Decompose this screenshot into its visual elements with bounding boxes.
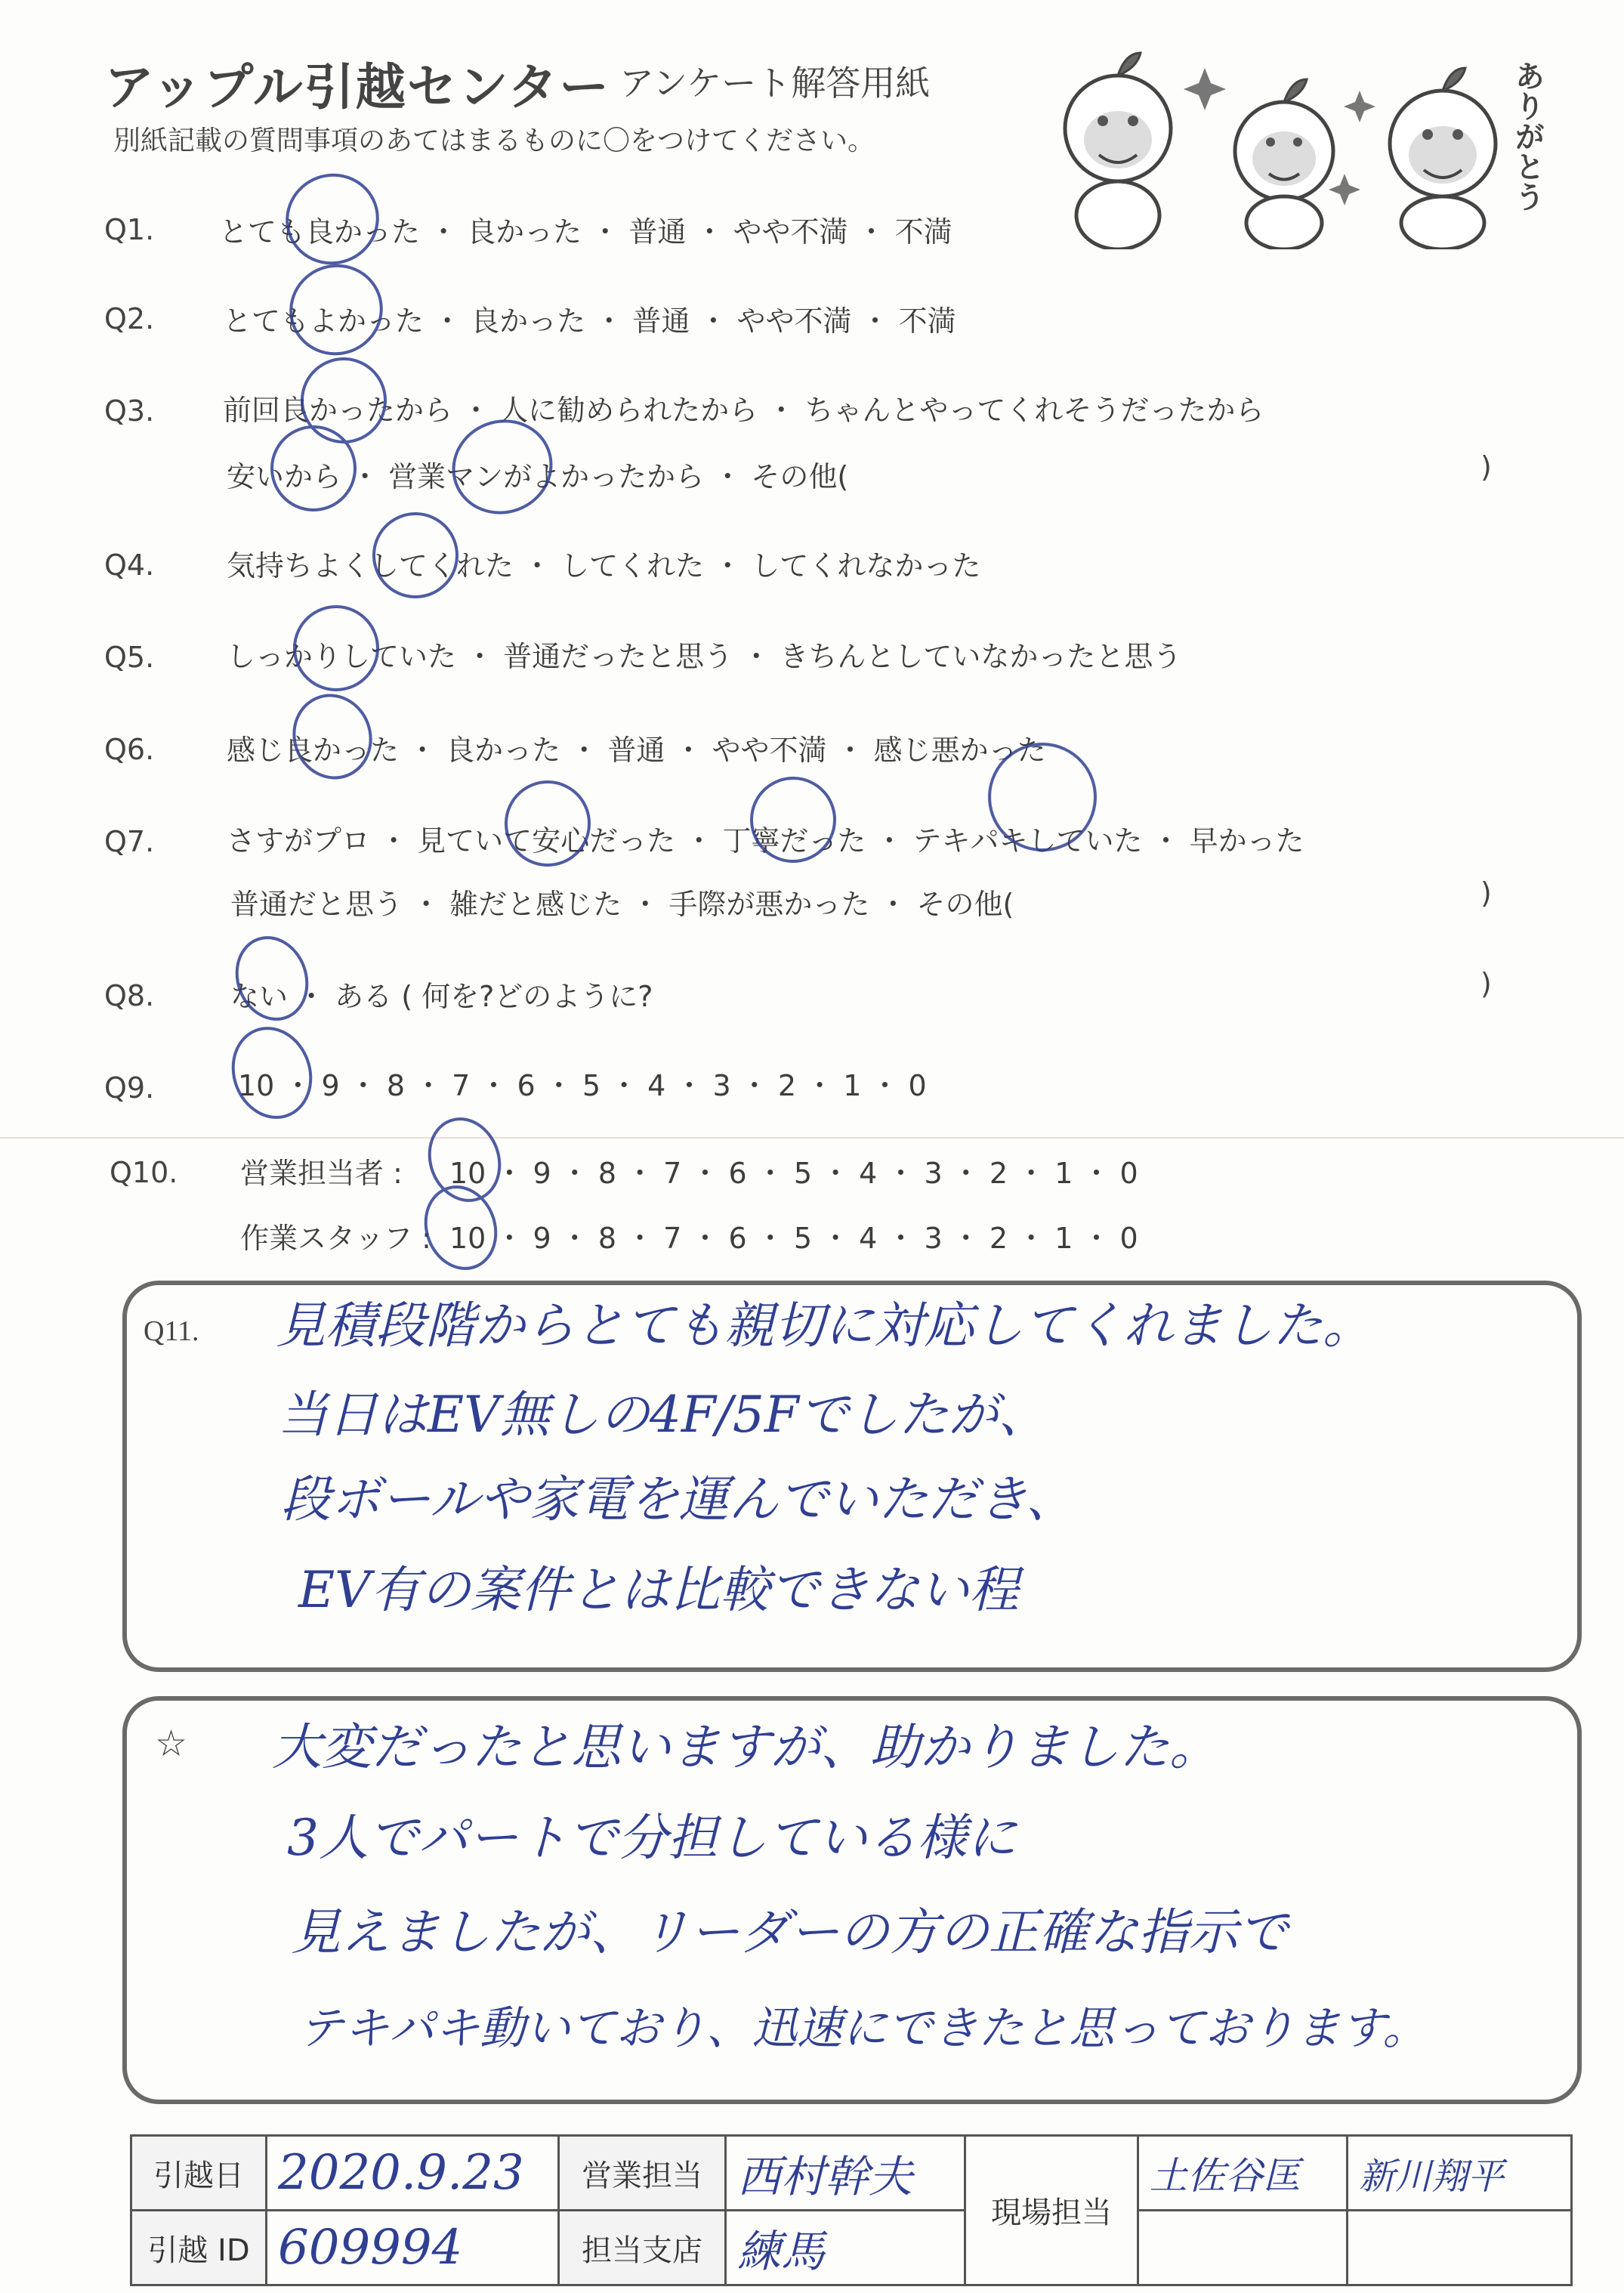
instruction-text: 別紙記載の質問事項のあてはまるものに〇をつけてください。 [113,125,875,156]
q5-options: しっかりしていた ・ 普通だったと思う ・ きちんとしていなかったと思う [227,640,1182,673]
branch-value: 練馬 [726,2211,965,2285]
q11-comment-line-2: 当日はEV無しの4F/5Fでしたが、 [278,1386,1048,1444]
q3-options-line1: 前回良かったから ・ 人に勧められたから ・ ちゃんとやってくれそうだったから [223,394,1264,427]
q6-circle-mark [283,685,382,789]
q10-staff-label: 作業スタッフ : [240,1222,431,1255]
q10-staff-circle-mark [415,1177,507,1278]
mascot-caption: ありがとう [1510,60,1545,212]
q7-options-line1: さすがプロ ・ 見ていて安心だった ・ 丁寧だった ・ テキパキしていた ・ 早かった [227,824,1304,858]
form-subtitle: アンケート解答用紙 [619,63,931,104]
site-rep-label: 現場担当 [965,2136,1138,2285]
q10-staff-scale: 10 ・ 9 ・ 8 ・ 7 ・ 6 ・ 5 ・ 4 ・ 3 ・ 2 ・ 1 ・ 0 [449,1222,1138,1255]
move-date-value: 2020.9.23 [267,2136,559,2211]
q3-close-paren: ) [1480,450,1492,484]
q8-close-paren: ) [1480,967,1492,1000]
q9-scale: 10 ・ 9 ・ 8 ・ 7 ・ 6 ・ 5 ・ 4 ・ 3 ・ 2 ・ 1 ・ 0 [238,1069,927,1102]
q4-label: Q4. [104,549,155,582]
q2-circle-mark [279,253,394,366]
q7-label: Q7. [104,825,155,858]
q8-options: ない ・ ある ( 何を?どのように? [230,980,653,1013]
company-title: アップル引越センター [104,58,611,116]
q3-circle-mark-b [261,416,367,522]
move-date-label: 引越日 [131,2136,267,2211]
q10-sales-label: 営業担当者 : [240,1157,403,1190]
q3-circle-mark-c [440,407,563,526]
q10-label: Q10. [110,1156,178,1189]
site-rep-value-2: 新川翔平 [1348,2136,1572,2211]
site-rep-empty-2 [1348,2211,1572,2285]
star-label: ☆ [155,1723,188,1765]
star-comment-line-2: 3人でパートで分担している様に [287,1809,1017,1867]
q5-circle-mark [283,595,390,702]
q10-sales-circle-mark [418,1109,511,1210]
q1-circle-mark [275,162,390,276]
q3-label: Q3. [104,394,155,428]
q11-comment-line-3: 段ボールや家電を運んでいただき、 [281,1470,1076,1528]
move-id-value: 609994 [267,2211,559,2285]
star-comment-line-3: 見えましたが、リーダーの方の正確な指示で [291,1903,1288,1961]
move-id-label: 引越 ID [131,2211,267,2285]
q7-circle-mark-a [495,771,601,877]
q9-circle-mark [221,1018,323,1129]
q3-options-line2: 安いから ・ 営業マンがよかったから ・ その他( [227,460,849,493]
q4-circle-mark [363,502,469,609]
q1-options: とても良かった ・ 良かった ・ 普通 ・ やや不満 ・ 不満 [219,215,952,249]
move-info-table [130,2134,1573,2286]
q4-options: 気持ちよくしてくれた ・ してくれた ・ してくれなかった [227,549,981,583]
q11-label: Q11. [144,1315,199,1347]
q11-comment-line-4: EV有の案件とは比較できない程 [298,1561,1019,1619]
q7-circle-mark-c [974,729,1110,864]
sales-rep-label: 営業担当 [559,2136,726,2211]
branch-label: 担当支店 [559,2211,726,2285]
sales-rep-value: 西村幹夫 [726,2136,965,2211]
star-comment-line-1: 大変だったと思いますが、助かりました。 [272,1718,1219,1776]
q6-options: 感じ良かった ・ 良かった ・ 普通 ・ やや不満 ・ 感じ悪かった [227,734,1046,767]
q8-circle-mark [226,928,318,1029]
q6-label: Q6. [104,733,155,766]
q8-label: Q8. [104,979,155,1012]
q9-label: Q9. [104,1071,155,1105]
q2-options: とてもよかった ・ 良かった ・ 普通 ・ やや不満 ・ 不満 [223,304,956,338]
site-rep-empty-1 [1138,2211,1348,2285]
star-comment-line-4: テキパキ動いており、迅速にできたと思っております。 [298,2002,1428,2055]
q10-sales-scale: 10 ・ 9 ・ 8 ・ 7 ・ 6 ・ 5 ・ 4 ・ 3 ・ 2 ・ 1 ・ 0 [449,1157,1138,1190]
q11-comment-line-1: 見積段階からとても親切に対応してくれました。 [276,1296,1372,1355]
site-rep-value-1: 土佐谷匡 [1138,2136,1348,2211]
q3-circle-mark-a [291,348,397,454]
q5-label: Q5. [104,641,155,674]
q7-options-line2: 普通だと思う ・ 雑だと感じた ・ 手際が悪かった ・ その他( [230,888,1014,921]
q7-close-paren: ) [1480,876,1492,910]
q1-label: Q1. [104,213,155,246]
q2-label: Q2. [104,302,155,335]
q7-circle-mark-b [740,767,847,873]
